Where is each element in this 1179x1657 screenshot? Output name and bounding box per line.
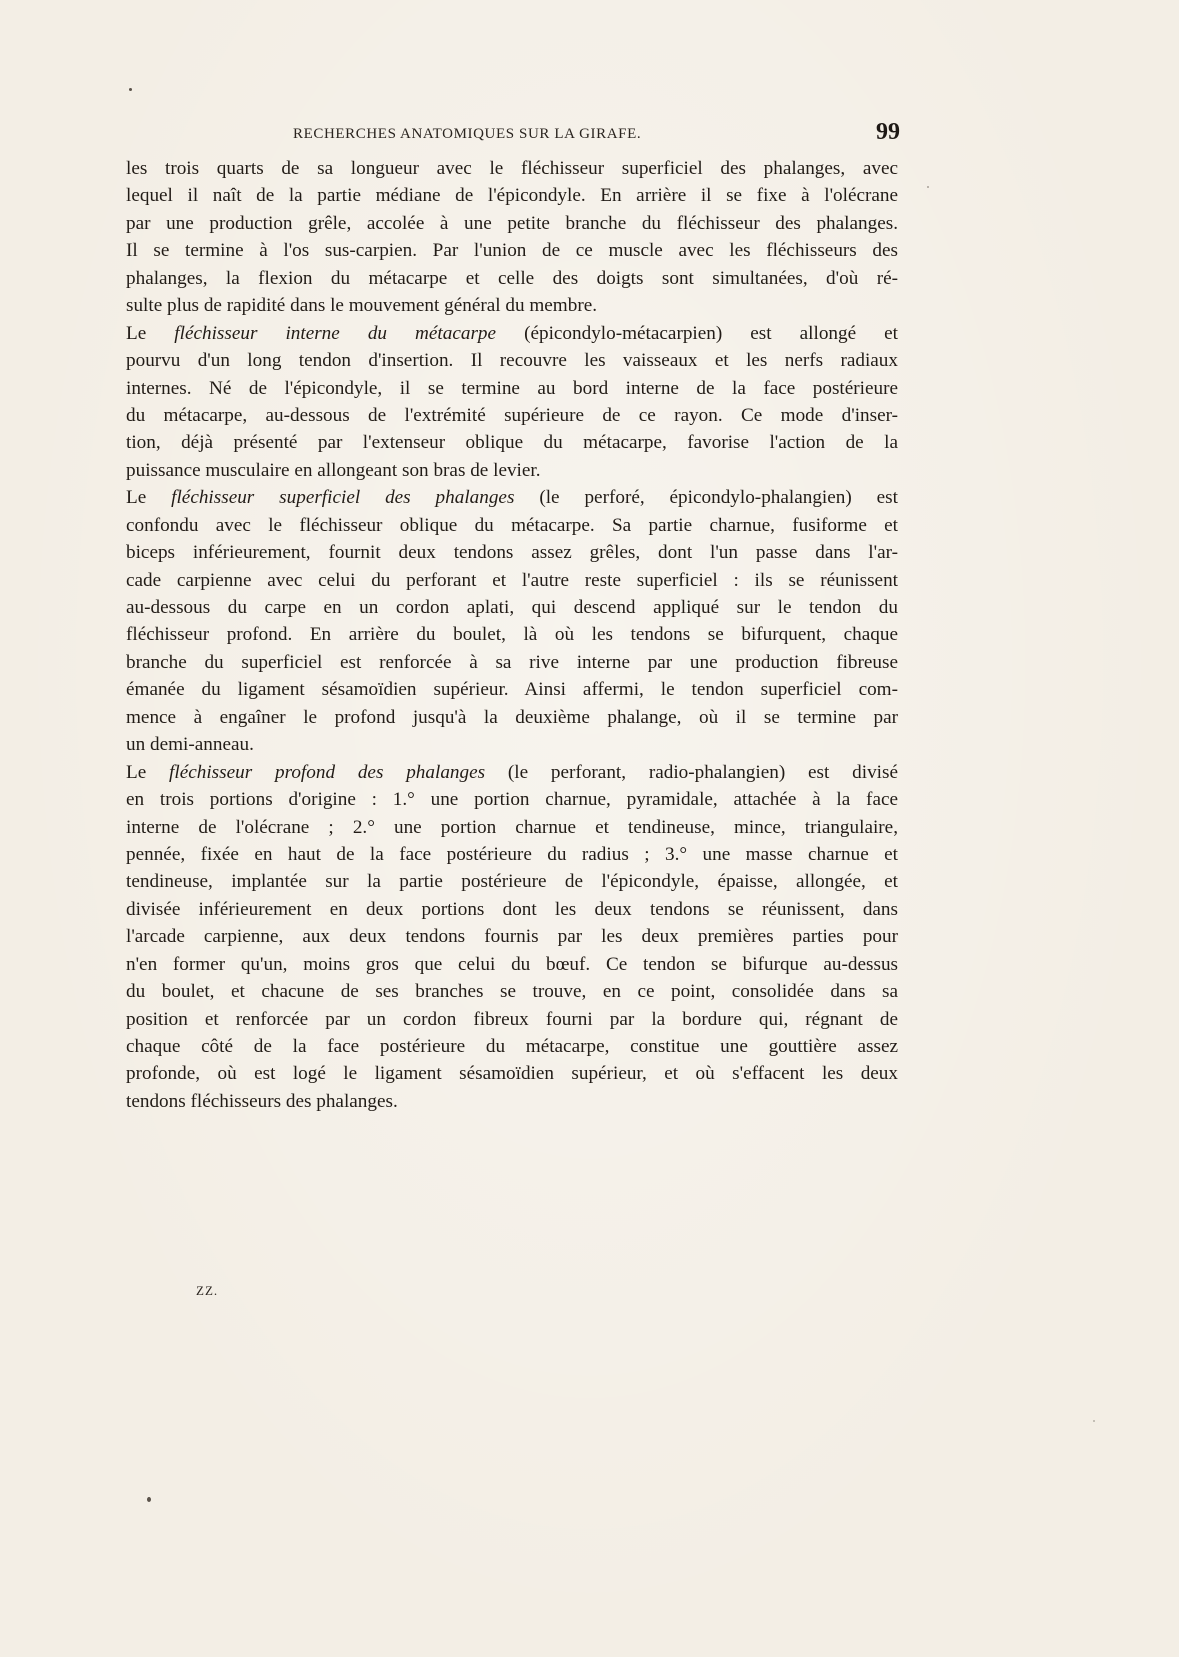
text-line: chaque côté de la face postérieure du métacarpe, constitue une gouttière assez (126, 1036, 898, 1057)
paragraph-first-line (126, 484, 898, 511)
text-line: du métacarpe, au-dessous de l'extrémité supérieure de ce rayon. Ce mode d'inser- (126, 404, 898, 426)
text-line: pennée, fixée en haut de la face postérieure du radius ; 3.° une masse charnue et (126, 843, 898, 865)
text-line: branche du superficiel est renforcée à sa rive interne par une production fibreuse (126, 651, 898, 673)
text-line: n'en former qu'un, moins gros que celui du bœuf. Ce tendon se bifurque au-dessus (126, 953, 898, 975)
paragraph-first-rest: (le perforant, radio-phalangien) est divisé (485, 761, 898, 783)
text-line: internes. Né de l'épicondyle, il se termine au bord interne de la face postérieure (126, 377, 898, 399)
text-line: en trois portions d'origine : 1.° une portion charnue, pyramidale, attachée à la face (126, 789, 898, 811)
paragraph-lead: Le (126, 761, 170, 783)
paragraph-first-line (126, 759, 898, 786)
text-line: émanée du ligament sésamoïdien supérieur. Ainsi affermi, le tendon superficiel com- (126, 679, 898, 701)
paragraph-lead: Le (126, 322, 175, 344)
paragraph-3 (126, 484, 898, 758)
page-number: 99 (876, 119, 900, 145)
text-line: position et renforcée par un cordon fibreux fourni par la bordure qui, régnant de (126, 1008, 898, 1030)
muscle-name: fléchisseur profond des phalanges (169, 761, 486, 783)
text-line: puissance musculaire en allongeant son bras de levier. (126, 459, 541, 481)
text-line: au-dessous du carpe en un cordon aplati, qui descend appliqué sur le tendon du (126, 597, 898, 618)
paper-speck (1093, 1420, 1095, 1422)
body-text (126, 155, 898, 1115)
text-line: confondu avec le fléchisseur oblique du métacarpe. Sa partie charnue, fusiforme et (126, 514, 898, 536)
text-line: fléchisseur profond. En arrière du boulet, là où les tendons se bifurquent, chaque (126, 624, 898, 646)
text-line: interne de l'olécrane ; 2.° une portion charnue et tendineuse, mince, triangulaire, (126, 816, 898, 838)
paragraph-lead: Le (126, 487, 172, 509)
text-line: phalanges, la flexion du métacarpe et celle des doigts sont simultanées, d'où ré- (126, 267, 898, 289)
paragraph-4 (126, 759, 898, 1116)
running-title: RECHERCHES ANATOMIQUES SUR LA GIRAFE. (293, 126, 642, 142)
paragraph-first-line (126, 320, 898, 347)
text-line: sulte plus de rapidité dans le mouvement général du membre. (126, 295, 598, 317)
text-line: biceps inférieurement, fournit deux tendons assez grêles, dont l'un passe dans l'ar- (126, 542, 898, 564)
text-line: lequel il naît de la partie médiane de l'épicondyle. En arrière il se fixe à l'olécrane (126, 185, 898, 207)
text-line: divisée inférieurement en deux portions dont les deux tendons se réunissent, dans (126, 898, 898, 920)
running-header (290, 119, 900, 146)
paragraph-first-rest: (le perforé, épicondylo-phalangien) est (514, 487, 898, 509)
muscle-name: fléchisseur interne du métacarpe (174, 322, 497, 344)
text-line: pourvu d'un long tendon d'insertion. Il recouvre les vaisseaux et les nerfs radiaux (126, 350, 898, 372)
text-line: Il se termine à l'os sus-carpien. Par l'union de ce muscle avec les fléchisseurs des (126, 240, 898, 262)
text-line: l'arcade carpienne, aux deux tendons fournis par les deux premières parties pour (126, 926, 898, 948)
text-line: par une production grêle, accolée à une petite branche du fléchisseur des phalanges. (126, 212, 898, 234)
paragraph-1 (126, 155, 898, 320)
paragraph-first-rest: (épicondylo-métacarpien) est allongé et (496, 322, 898, 344)
printer-signature-mark: ZZ. (196, 1283, 219, 1298)
paragraph-2 (126, 320, 898, 485)
text-line: un demi-anneau. (126, 734, 254, 756)
paper-speck (927, 186, 929, 188)
text-line: tendons fléchisseurs des phalanges. (126, 1090, 398, 1112)
text-line: cade carpienne avec celui du perforant et l'autre reste superficiel : ils se réunissent (126, 569, 898, 591)
text-line: du boulet, et chacune de ses branches se trouve, en ce point, consolidée dans sa (126, 981, 898, 1003)
paper-speck (147, 1497, 151, 1502)
muscle-name: fléchisseur superficiel des phalanges (171, 487, 515, 509)
text-line: tion, déjà présenté par l'extenseur oblique du métacarpe, favorise l'action de la (126, 432, 898, 454)
text-line: les trois quarts de sa longueur avec le fléchisseur superficiel des phalanges, avec (126, 158, 898, 179)
paper-speck (129, 88, 132, 91)
text-line: mence à engaîner le profond jusqu'à la deuxième phalange, où il se termine par (126, 706, 898, 728)
text-line: tendineuse, implantée sur la partie postérieure de l'épicondyle, épaisse, allongée, et (126, 871, 898, 893)
text-line: profonde, où est logé le ligament sésamoïdien supérieur, et où s'effacent les deux (126, 1063, 898, 1085)
